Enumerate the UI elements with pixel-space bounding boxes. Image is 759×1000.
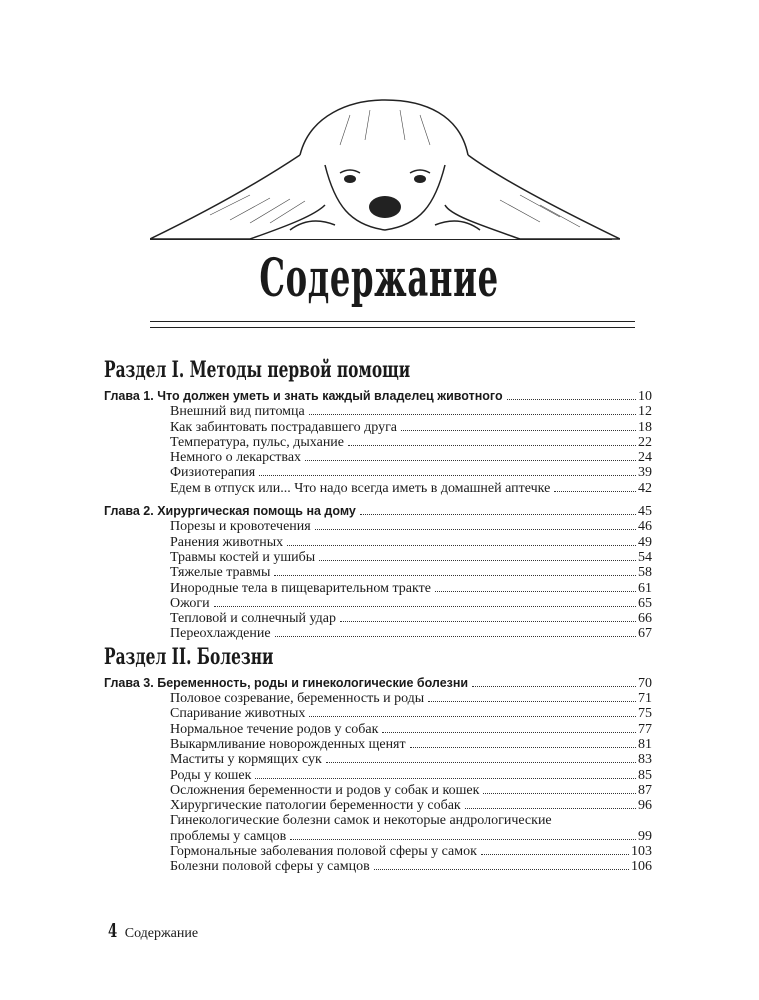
page-number: 12: [638, 404, 652, 420]
entry-title: Хирургические патологии беременности у собак: [170, 798, 461, 814]
dot-leader: [360, 514, 636, 515]
entry-title: Что должен уметь и знать каждый владелец животного: [157, 389, 503, 403]
toc-entry[interactable]: [104, 450, 652, 465]
toc-entry[interactable]: [104, 829, 652, 844]
dot-leader: [290, 839, 636, 840]
entry-title: Спаривание животных: [170, 706, 306, 722]
section-heading-text: Раздел I. Методы первой помощи: [104, 357, 411, 383]
page-number: 81: [638, 736, 652, 752]
toc-entry[interactable]: [104, 768, 652, 783]
chapter-number: Глава 2.: [104, 504, 154, 519]
entry-title: Тепловой и солнечный удар: [170, 611, 336, 627]
dot-leader: [374, 869, 629, 870]
toc-entry[interactable]: [104, 481, 652, 496]
entry-title: Переохлаждение: [170, 626, 271, 642]
dot-leader: [410, 747, 636, 748]
page-number: 10: [638, 389, 652, 404]
page-number: 46: [638, 519, 652, 535]
toc-entry[interactable]: [104, 435, 652, 450]
page-number: 96: [638, 798, 652, 814]
page-number: 85: [638, 767, 652, 783]
top-rule: [150, 239, 612, 240]
page-number: 4: [107, 920, 118, 942]
entry-title: Физиотерапия: [170, 465, 256, 481]
entry-title: Половое созревание, беременность и роды: [170, 691, 425, 707]
title-rule: [150, 321, 635, 322]
toc-entry[interactable]: [104, 752, 652, 767]
dot-leader: [428, 701, 636, 702]
page-number: 77: [638, 721, 652, 737]
dot-leader: [340, 621, 636, 622]
entry-title: Роды у кошек: [170, 767, 252, 783]
entry-title: Маститы у кормящих сук: [170, 752, 322, 768]
dot-leader: [481, 854, 629, 855]
entry-title: Нормальное течение родов у собак: [170, 721, 379, 737]
page-number: 75: [638, 706, 652, 722]
dot-leader: [326, 762, 636, 763]
dot-leader: [348, 445, 636, 446]
page-number: 87: [638, 782, 652, 798]
section-heading: [104, 642, 652, 672]
title-rule-thin: [150, 327, 635, 328]
entry-title: Едем в отпуск или... Что надо всегда иметь в домашней аптечке: [170, 480, 551, 496]
toc-entry[interactable]: [104, 844, 652, 859]
page-title: Содержание: [259, 248, 500, 309]
page-footer: [106, 920, 198, 942]
entry-title: Выкармливание новорожденных щенят: [170, 736, 406, 752]
basset-hound-illustration: [150, 95, 620, 245]
page-number: 58: [638, 565, 652, 581]
dot-leader: [305, 460, 636, 461]
dot-leader: [287, 545, 636, 546]
chapter-number: Глава 1.: [104, 389, 154, 403]
section-heading-text: Раздел II. Болезни: [104, 643, 274, 670]
entry-title: Инородные тела в пищеварительном тракте: [170, 580, 431, 596]
dot-leader: [483, 793, 636, 794]
dot-leader: [435, 591, 636, 592]
page-number: 66: [638, 611, 652, 627]
toc-entry[interactable]: [104, 626, 652, 641]
page-number: 99: [638, 828, 652, 844]
toc-entry[interactable]: [104, 737, 652, 752]
toc-entry[interactable]: [104, 404, 652, 419]
page-number: 65: [638, 595, 652, 611]
dot-leader: [274, 575, 636, 576]
page-number: 42: [638, 480, 652, 496]
entry-title-continued: проблемы у самцов: [170, 828, 287, 844]
dot-leader: [507, 399, 636, 400]
dot-leader: [472, 686, 636, 687]
entry-title: Беременность, роды и гинекологические болезни: [157, 675, 469, 690]
entry-title: Температура, пульс, дыхание: [170, 434, 345, 450]
toc-entry[interactable]: [104, 722, 652, 737]
page-number: 70: [638, 675, 652, 691]
page-number: 18: [638, 419, 652, 435]
page-number: 39: [638, 465, 652, 481]
dot-leader: [275, 636, 636, 637]
page-number: 103: [631, 844, 652, 860]
entry-title: Осложнения беременности и родов у собак и кошек: [170, 782, 480, 798]
spacer: [104, 496, 652, 500]
entry-title: Порезы и кровотечения: [170, 519, 311, 535]
toc-entry[interactable]: [104, 859, 652, 874]
page-number: 24: [638, 450, 652, 466]
entry-title: Ранения животных: [170, 534, 284, 550]
dot-leader: [554, 491, 636, 492]
toc-entry[interactable]: [104, 519, 652, 534]
entry-title: Болезни половой сферы у самцов: [170, 859, 370, 875]
page-number: 22: [638, 434, 652, 450]
toc-chapter-entry[interactable]: [104, 676, 652, 691]
running-title: Содержание: [124, 926, 199, 941]
table-of-contents: [104, 355, 652, 875]
page-number: 54: [638, 549, 652, 565]
dot-leader: [382, 732, 636, 733]
entry-title: Травмы костей и ушибы: [170, 549, 316, 565]
toc-entry[interactable]: [104, 581, 652, 596]
entry-title: Хирургическая помощь на дому: [157, 504, 356, 519]
entry-title: Тяжелые травмы: [170, 565, 271, 581]
page-number: 67: [638, 626, 652, 642]
toc-entry[interactable]: [104, 565, 652, 580]
toc-entry[interactable]: [104, 420, 652, 435]
toc-entry[interactable]: [104, 691, 652, 706]
toc-chapter-entry[interactable]: [104, 504, 652, 519]
toc-chapter-entry[interactable]: [104, 389, 652, 404]
dot-leader: [315, 529, 636, 530]
dot-leader: [255, 778, 636, 779]
dot-leader: [259, 475, 636, 476]
dot-leader: [465, 808, 636, 809]
dot-leader: [309, 414, 636, 415]
dot-leader: [309, 716, 636, 717]
page-number: 61: [638, 580, 652, 596]
page-number: 71: [638, 691, 652, 707]
toc-entry-title-line: Гинекологические болезни самок и некоторые андрологические: [170, 813, 552, 829]
dot-leader: [401, 430, 636, 431]
dot-leader: [214, 606, 636, 607]
page-number: 45: [638, 504, 652, 520]
entry-title: Как забинтовать пострадавшего друга: [170, 419, 398, 435]
toc-entry[interactable]: [104, 596, 652, 611]
toc-entry[interactable]: [104, 706, 652, 721]
dot-leader: [319, 560, 636, 561]
page-number: 49: [638, 534, 652, 550]
section-heading: [104, 355, 652, 385]
entry-title: Гормональные заболевания половой сферы у самок: [170, 844, 477, 860]
toc-entry[interactable]: [104, 535, 652, 550]
page-number: 83: [638, 752, 652, 768]
toc-entry[interactable]: [104, 550, 652, 565]
toc-entry[interactable]: [104, 783, 652, 798]
page-number: 106: [631, 859, 652, 875]
entry-title: Немного о лекарствах: [170, 450, 302, 466]
chapter-number: Глава 3.: [104, 675, 154, 690]
entry-title: Внешний вид питомца: [170, 404, 305, 420]
toc-entry[interactable]: [104, 611, 652, 626]
toc-entry[interactable]: [104, 465, 652, 480]
entry-title: Ожоги: [170, 595, 210, 611]
toc-entry[interactable]: [104, 798, 652, 813]
